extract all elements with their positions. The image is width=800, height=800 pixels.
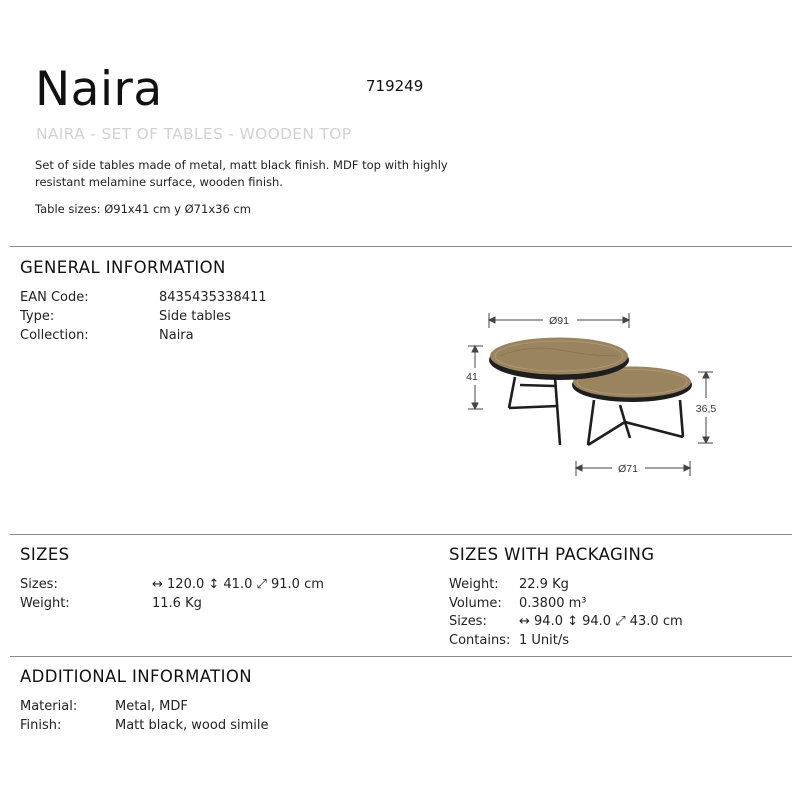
- packaging-weight-label: Weight:: [449, 577, 499, 592]
- packaging-volume-label: Volume:: [449, 595, 502, 611]
- divider: [10, 534, 792, 535]
- additional-info-heading: ADDITIONAL INFORMATION: [20, 667, 253, 686]
- weight-label: Weight:: [20, 596, 70, 611]
- small-height-label: 36,5: [695, 403, 717, 415]
- general-row: [20, 309, 440, 328]
- sizes-heading: SIZES: [20, 545, 70, 564]
- sizes-value: ↔ 120.0 ↕ 41.0 ⤢ 91.0 cm: [152, 577, 324, 592]
- divider: [10, 246, 792, 247]
- packaging-list: [449, 577, 789, 651]
- general-info-list: [20, 290, 440, 350]
- table-sizes-text: Table sizes: Ø91x41 cm y Ø71x36 cm: [35, 202, 251, 216]
- finish-label: Finish:: [20, 718, 62, 733]
- collection-label: Collection:: [20, 328, 89, 343]
- packaging-volume-value: 0.3800 m³: [519, 595, 587, 611]
- sizes-list: [20, 577, 420, 615]
- ean-label: EAN Code:: [20, 290, 89, 305]
- material-label: Material:: [20, 699, 78, 714]
- additional-row: [20, 718, 420, 737]
- packaging-row: [449, 614, 789, 633]
- packaging-weight-value: 22.9 Kg: [519, 577, 569, 592]
- packaging-row: [449, 633, 789, 652]
- packaging-row: [449, 577, 789, 596]
- packaging-contains-value: 1 Unit/s: [519, 632, 570, 648]
- packaging-sizes-value: ↔ 94.0 ↕ 94.0 ⤢ 43.0 cm: [519, 614, 683, 629]
- collection-value: Naira: [159, 328, 194, 343]
- small-diameter-label: Ø71: [618, 463, 638, 475]
- packaging-contains-label: Contains:: [449, 632, 511, 648]
- product-description: Set of side tables made of metal, matt black finish. MDF top with highly resistant melamine surface, wooden finish.: [35, 158, 448, 189]
- weight-value: 11.6 Kg: [152, 596, 202, 611]
- large-height-label: 41: [466, 371, 478, 383]
- type-value: Side tables: [159, 309, 231, 324]
- sizes-row: [20, 577, 420, 596]
- large-table-top: [489, 338, 629, 381]
- packaging-row: [449, 596, 789, 615]
- material-value: Metal, MDF: [115, 699, 188, 714]
- large-table-legs: [509, 377, 560, 445]
- small-table-legs: [588, 400, 683, 445]
- additional-row: [20, 699, 420, 718]
- product-title: Naira: [35, 62, 163, 117]
- finish-value: Matt black, wood simile: [115, 718, 269, 733]
- packaging-heading: SIZES WITH PACKAGING: [449, 545, 655, 564]
- type-label: Type:: [20, 309, 55, 324]
- large-diameter-label: Ø91: [549, 315, 569, 327]
- general-row: [20, 328, 440, 347]
- additional-info-list: [20, 699, 420, 737]
- general-row: [20, 290, 440, 309]
- divider: [10, 656, 792, 657]
- packaging-sizes-label: Sizes:: [449, 614, 487, 629]
- ean-value: 8435435338411: [159, 290, 267, 305]
- product-dimension-drawing: [455, 305, 717, 480]
- general-info-heading: GENERAL INFORMATION: [20, 258, 226, 277]
- sizes-row: [20, 596, 420, 615]
- product-subtitle: NAIRA - SET OF TABLES - WOODEN TOP: [36, 125, 352, 143]
- sizes-label: Sizes:: [20, 577, 58, 592]
- product-reference: 719249: [366, 77, 424, 95]
